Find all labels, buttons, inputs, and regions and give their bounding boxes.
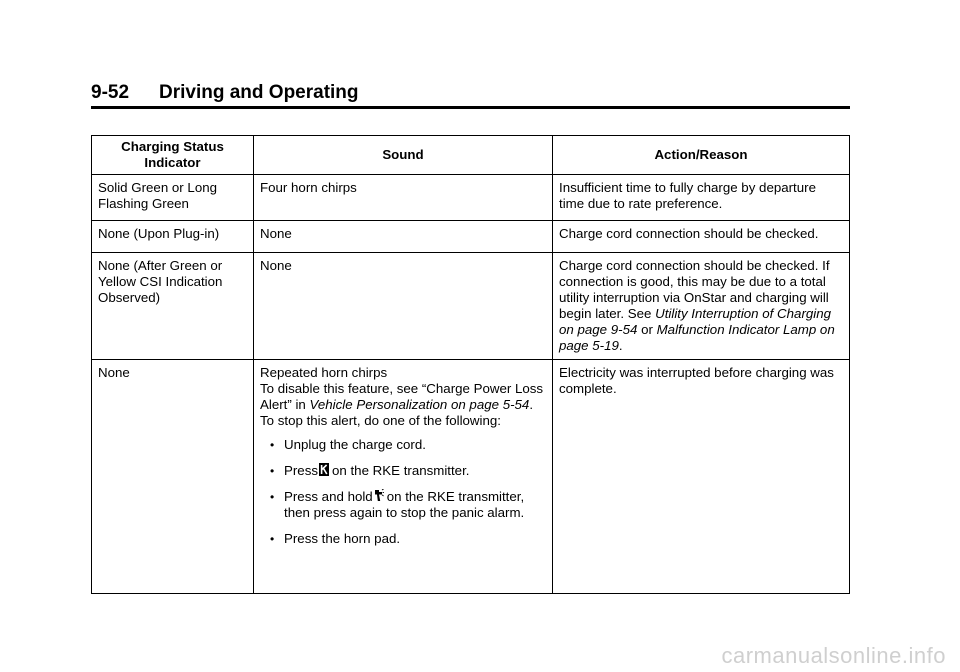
indicator-cell: None: [92, 360, 254, 594]
list-item: [260, 489, 547, 521]
section-title: Driving and Operating: [159, 82, 359, 103]
action-cell: Charge cord connection should be checked.: [553, 221, 850, 253]
list-item: [260, 463, 547, 479]
list-item-text: Press: [284, 463, 318, 478]
disable-text: To disable this feature, see “Charge Power Loss Alert” in: [260, 381, 544, 412]
stop-alert-list: [260, 437, 547, 547]
action-cell: [553, 253, 850, 360]
table-row: [92, 221, 850, 253]
table-header-row: [92, 136, 850, 175]
header-action: Action/Reason: [553, 136, 850, 175]
sound-cell: [254, 360, 553, 594]
sound-cell: Four horn chirps: [254, 175, 553, 221]
page-header: [91, 82, 850, 109]
disable-instructions: [260, 381, 547, 413]
panic-alarm-icon: [374, 489, 384, 502]
list-item-text: Press and hold: [284, 489, 373, 504]
cross-reference-link[interactable]: Malfunction Indicator Lamp on page 5-19: [559, 322, 835, 353]
action-text: Charge cord connection should be checked. If connection is good, this may be due to a total utility interruption via OnStar and charging will begin later. See: [559, 258, 830, 321]
indicator-cell: None (Upon Plug-in): [92, 221, 254, 253]
indicator-cell: Solid Green or Long Flashing Green: [92, 175, 254, 221]
table-row: [92, 175, 850, 221]
header-indicator: Charging Status Indicator: [92, 136, 254, 175]
sound-cell: None: [254, 221, 553, 253]
action-cell: Insufficient time to fully charge by departure time due to rate preference.: [553, 175, 850, 221]
cross-reference-link[interactable]: Vehicle Personalization on page 5-54: [309, 397, 530, 412]
bullet-icon: •: [270, 438, 275, 452]
sound-cell: None: [254, 253, 553, 360]
watermark-text: carmanualsonline.info: [721, 643, 946, 668]
charging-status-table: [91, 135, 850, 594]
list-item: [260, 531, 547, 547]
disable-text-end: .: [529, 397, 534, 412]
list-item-text: on the RKE transmitter, then press again to stop the panic alarm.: [284, 489, 525, 520]
list-item-text: Unplug the charge cord.: [284, 437, 426, 452]
bullet-icon: •: [270, 464, 275, 478]
list-item-text: on the RKE transmitter.: [332, 463, 470, 478]
indicator-cell: None (After Green or Yellow CSI Indication Observed): [92, 253, 254, 360]
sound-text: Repeated horn chirps: [260, 365, 388, 380]
header-sound: Sound: [254, 136, 553, 175]
cross-reference-link[interactable]: Utility Interruption of Charging on page 9-54: [559, 306, 832, 337]
list-item: [260, 437, 547, 453]
list-item-text: Press the horn pad.: [284, 531, 401, 546]
bullet-icon: •: [270, 532, 275, 546]
unlock-key-icon: [319, 463, 329, 476]
stop-alert-intro: To stop this alert, do one of the following:: [260, 413, 501, 428]
page-number: 9-52: [91, 82, 130, 103]
table-row: [92, 360, 850, 594]
action-text: .: [618, 338, 623, 353]
table-row: [92, 253, 850, 360]
bullet-icon: •: [270, 490, 275, 504]
action-text: or: [637, 322, 657, 337]
action-cell: Electricity was interrupted before charging was complete.: [553, 360, 850, 594]
